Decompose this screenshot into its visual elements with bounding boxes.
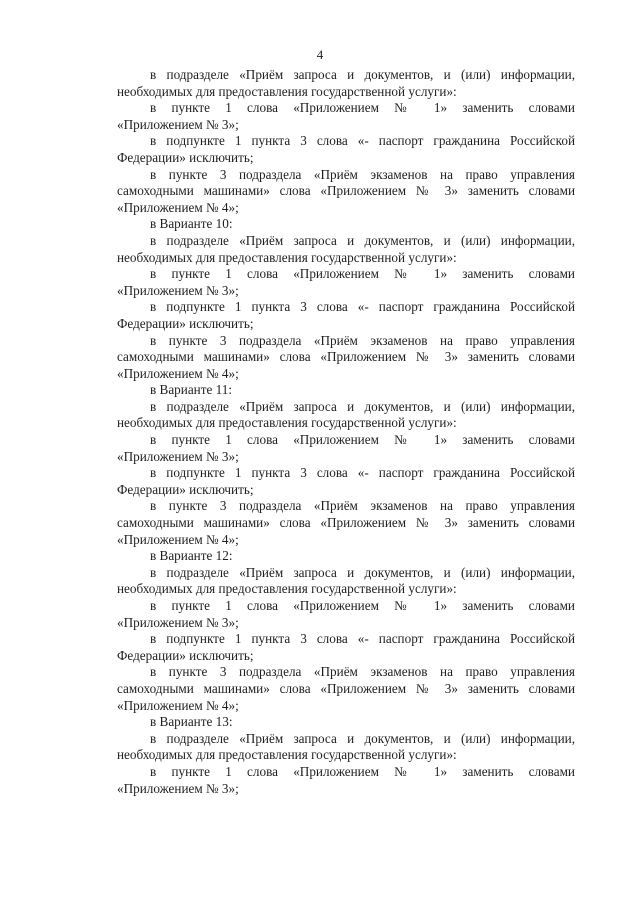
paragraph-line: необходимых для предоставления государственной услуги»: (117, 249, 457, 265)
paragraph-line: в пункте 1 слова «Приложением № 1» заменить словами (150, 100, 575, 116)
amendment-paragraph (117, 399, 575, 432)
paragraph-line: в пункте 3 подраздела «Приём экзаменов на право управления (150, 498, 575, 514)
amendment-paragraph (117, 266, 575, 299)
amendment-paragraph (117, 67, 575, 100)
paragraph-line: необходимых для предоставления государственной услуги»: (117, 581, 457, 597)
amendment-paragraph (117, 731, 575, 764)
paragraph-line: в подпункте 1 пункта 3 слова «- паспорт гражданина Российской (150, 465, 575, 481)
paragraph-line: в пункте 1 слова «Приложением № 1» заменить словами (150, 266, 575, 282)
paragraph-line: Федерации» исключить; (117, 647, 254, 663)
paragraph-line: необходимых для предоставления государственной услуги»: (117, 83, 457, 99)
amendment-paragraph (117, 299, 575, 332)
amendment-paragraph (117, 465, 575, 498)
paragraph-line: «Приложением № 3»; (117, 780, 239, 796)
amendment-paragraph (117, 631, 575, 664)
page-number: 4 (316, 47, 324, 62)
paragraph-line: в пункте 1 слова «Приложением № 1» заменить словами (150, 598, 575, 613)
paragraph-line: в пункте 3 подраздела «Приём экзаменов на право управления (150, 332, 575, 348)
paragraph-line: «Приложением № 3»; (117, 614, 239, 630)
amendment-paragraph (117, 100, 575, 133)
amendment-paragraph (117, 598, 575, 631)
paragraph-line: самоходными машинами» слова «Приложением № 3» заменить словами (117, 349, 575, 365)
variant-heading: в Варианте 12: (150, 548, 233, 564)
amendment-paragraph (117, 565, 575, 598)
paragraph-line: в подразделе «Приём запроса и документов, и (или) информации, (150, 730, 575, 746)
paragraph-line: в подразделе «Приём запроса и документов, и (или) информации, (150, 67, 575, 82)
paragraph-line: в подразделе «Приём запроса и документов, и (или) информации, (150, 564, 575, 580)
variant-heading: в Варианте 10: (150, 216, 233, 232)
paragraph-line: «Приложением № 3»; (117, 448, 239, 464)
paragraph-line: в пункте 1 слова «Приложением № 1» заменить словами (150, 432, 575, 448)
paragraph-line: в пункте 3 подраздела «Приём экзаменов на право управления (150, 664, 575, 680)
amendment-paragraph (117, 664, 575, 714)
paragraph-line: Федерации» исключить; (117, 149, 254, 165)
amendment-paragraph (117, 764, 575, 797)
paragraph-line: в пункте 1 слова «Приложением № 1» заменить словами (150, 763, 575, 779)
amendment-paragraph (117, 498, 575, 548)
paragraph-line: «Приложением № 4»; (117, 365, 239, 381)
paragraph-line: самоходными машинами» слова «Приложением № 3» заменить словами (117, 680, 575, 696)
paragraph-line: в подпункте 1 пункта 3 слова «- паспорт гражданина Российской (150, 299, 575, 315)
paragraph-line: «Приложением № 3»; (117, 116, 239, 132)
paragraph-line: «Приложением № 4»; (117, 531, 239, 547)
paragraph-line: необходимых для предоставления государственной услуги»: (117, 415, 457, 431)
document-body (117, 67, 575, 797)
amendment-paragraph (117, 333, 575, 383)
paragraph-line: необходимых для предоставления государственной услуги»: (117, 747, 457, 763)
paragraph-line: в подразделе «Приём запроса и документов, и (или) информации, (150, 232, 575, 248)
paragraph-line: в пункте 3 подраздела «Приём экзаменов на право управления (150, 166, 575, 182)
paragraph-line: «Приложением № 3»; (117, 282, 239, 298)
amendment-paragraph (117, 133, 575, 166)
paragraph-line: в подпункте 1 пункта 3 слова «- паспорт гражданина Российской (150, 133, 575, 149)
amendment-paragraph (117, 233, 575, 266)
amendment-paragraph (117, 167, 575, 217)
variant-heading: в Варианте 13: (150, 714, 233, 730)
variant-heading: в Варианте 11: (150, 382, 233, 398)
paragraph-line: Федерации» исключить; (117, 315, 254, 331)
paragraph-line: самоходными машинами» слова «Приложением № 3» заменить словами (117, 183, 575, 199)
paragraph-line: самоходными машинами» слова «Приложением № 3» заменить словами (117, 515, 575, 531)
amendment-paragraph (117, 432, 575, 465)
paragraph-line: в подразделе «Приём запроса и документов, и (или) информации, (150, 398, 575, 414)
paragraph-line: в подпункте 1 пункта 3 слова «- паспорт гражданина Российской (150, 631, 575, 647)
paragraph-line: «Приложением № 4»; (117, 697, 239, 713)
paragraph-line: Федерации» исключить; (117, 481, 254, 497)
paragraph-line: «Приложением № 4»; (117, 199, 239, 215)
